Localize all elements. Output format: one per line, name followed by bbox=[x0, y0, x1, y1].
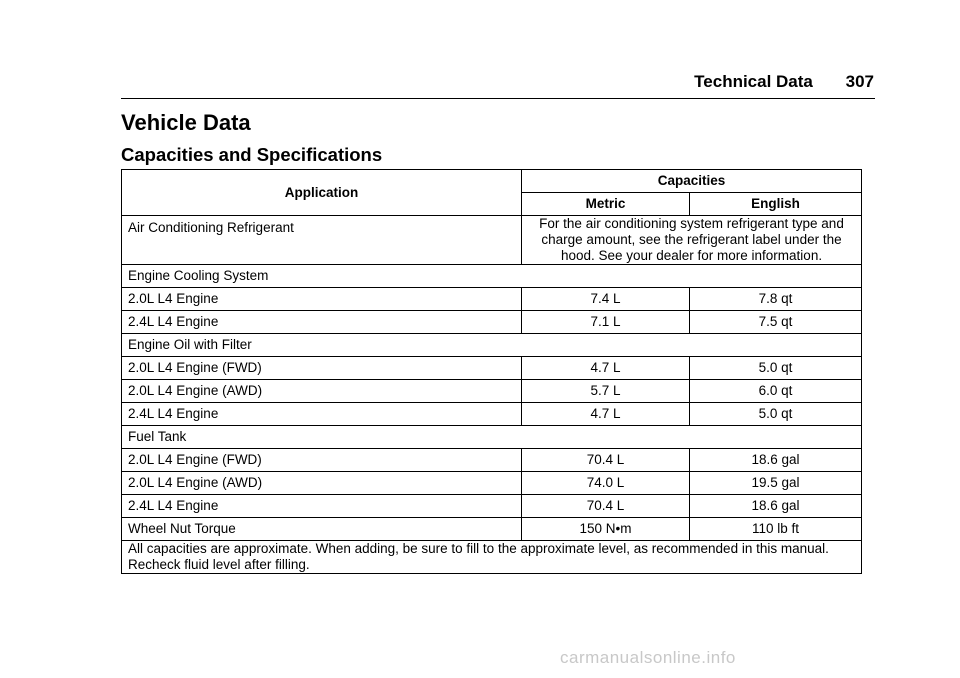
table-row bbox=[122, 403, 862, 426]
wheel-nut-metric: 150 N•m bbox=[522, 518, 690, 541]
wheel-nut-english: 110 lb ft bbox=[690, 518, 862, 541]
group-row bbox=[122, 334, 862, 357]
table-row bbox=[122, 472, 862, 495]
wheel-nut-label: Wheel Nut Torque bbox=[122, 518, 522, 541]
row-label: 2.0L L4 Engine bbox=[122, 288, 522, 311]
row-english: 7.8 qt bbox=[690, 288, 862, 311]
row-label: 2.4L L4 Engine bbox=[122, 403, 522, 426]
row-metric: 5.7 L bbox=[522, 380, 690, 403]
capacities-header: Capacities bbox=[522, 170, 862, 193]
row-label: 2.0L L4 Engine (AWD) bbox=[122, 380, 522, 403]
footnote: All capacities are approximate. When adding, be sure to fill to the approximate level, as recommended in this manual. Recheck fluid level after filling. bbox=[122, 541, 862, 574]
table-row bbox=[122, 288, 862, 311]
page-number: 307 bbox=[845, 72, 874, 91]
row-english: 18.6 gal bbox=[690, 495, 862, 518]
table-row bbox=[122, 495, 862, 518]
row-label: 2.4L L4 Engine bbox=[122, 311, 522, 334]
header-rule bbox=[121, 98, 875, 99]
row-label: 2.0L L4 Engine (FWD) bbox=[122, 449, 522, 472]
row-english: 19.5 gal bbox=[690, 472, 862, 495]
table-row bbox=[122, 357, 862, 380]
row-metric: 70.4 L bbox=[522, 449, 690, 472]
table-header-row bbox=[122, 170, 862, 193]
table-row bbox=[122, 518, 862, 541]
row-english: 18.6 gal bbox=[690, 449, 862, 472]
row-label: 2.0L L4 Engine (AWD) bbox=[122, 472, 522, 495]
metric-header: Metric bbox=[522, 193, 690, 216]
group-row bbox=[122, 265, 862, 288]
row-metric: 70.4 L bbox=[522, 495, 690, 518]
row-english: 6.0 qt bbox=[690, 380, 862, 403]
table-row bbox=[122, 311, 862, 334]
ac-note: For the air conditioning system refrigerant type and charge amount, see the refrigerant label under the hood. See your dealer for more information. bbox=[522, 216, 862, 265]
table-row bbox=[122, 380, 862, 403]
row-english: 5.0 qt bbox=[690, 357, 862, 380]
page-title: Vehicle Data bbox=[121, 110, 251, 135]
running-header-section: Technical Data bbox=[694, 72, 813, 91]
table-row bbox=[122, 449, 862, 472]
footnote-row bbox=[122, 541, 862, 574]
row-metric: 7.1 L bbox=[522, 311, 690, 334]
row-label: 2.4L L4 Engine bbox=[122, 495, 522, 518]
ac-label: Air Conditioning Refrigerant bbox=[122, 216, 522, 265]
oil-group-label: Engine Oil with Filter bbox=[122, 334, 862, 357]
row-metric: 7.4 L bbox=[522, 288, 690, 311]
section-title: Capacities and Specifications bbox=[121, 144, 383, 165]
watermark: carmanualsonline.info bbox=[560, 648, 736, 667]
row-metric: 4.7 L bbox=[522, 403, 690, 426]
row-label: 2.0L L4 Engine (FWD) bbox=[122, 357, 522, 380]
capacities-table bbox=[121, 169, 862, 574]
group-row bbox=[122, 426, 862, 449]
application-header: Application bbox=[122, 170, 522, 216]
cooling-group-label: Engine Cooling System bbox=[122, 265, 862, 288]
row-metric: 74.0 L bbox=[522, 472, 690, 495]
english-header: English bbox=[690, 193, 862, 216]
row-metric: 4.7 L bbox=[522, 357, 690, 380]
row-english: 5.0 qt bbox=[690, 403, 862, 426]
running-header bbox=[694, 72, 874, 92]
table-row bbox=[122, 216, 862, 265]
fuel-group-label: Fuel Tank bbox=[122, 426, 862, 449]
row-english: 7.5 qt bbox=[690, 311, 862, 334]
